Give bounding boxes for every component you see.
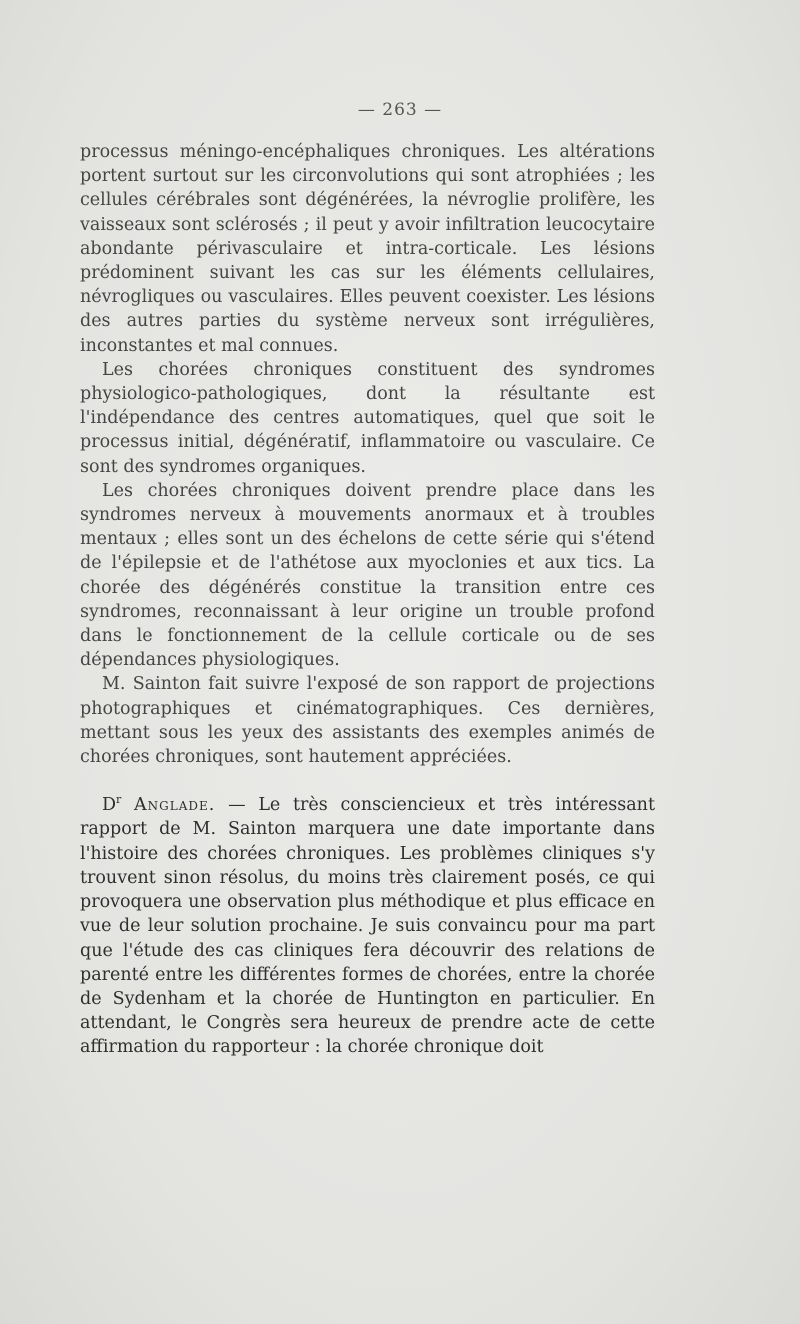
section-gap <box>80 769 655 793</box>
paragraph-2: Les chorées chroniques constituent des syndromes physiologico-pathologiques, dont la résultante est l'indépendance des centres automatiques, quel que soit le processus initial, dégénératif, inflammatoire ou vasculaire. Ce sont des syndromes organiques. <box>80 359 655 477</box>
speaker-paragraph <box>80 793 655 1059</box>
speaker-dash: — <box>215 795 259 816</box>
speaker-title-sup: r <box>116 793 122 807</box>
paragraph-3: Les chorées chroniques doivent prendre place dans les syndromes nerveux à mouvements anormaux et à troubles mentaux ; elles sont un des échelons de cette série qui s'étend de l'épilepsie et de l'athétose aux myoclonies et aux tics. La chorée des dégénérés constitue la transition entre ces syndromes, reconnaissant à leur origine un trouble profond dans le fonctionnement de la cellule corticale ou de ses dépendances physiologiques. <box>80 480 655 671</box>
speaker-text: Le très consciencieux et très intéressant rapport de M. Sainton marquera une date importante dans l'histoire des chorées chroniques. Les problèmes cliniques s'y trouvent sinon résolus, du moins très clairement posés, ce qui provoquera une observation plus méthodique et plus efficace en vue de leur solution prochaine. Je suis convaincu pour ma part que l'étude des cas cliniques fera découvrir des relations de parenté entre les différentes formes de chorées, entre la chorée de Sydenham et la chorée de Huntington en particulier. En attendant, le Congrès sera heureux de prendre acte de cette affirmation du rapporteur : la chorée chronique doit <box>80 795 655 1058</box>
page-number: — 263 — <box>357 100 443 120</box>
body-text <box>80 140 655 1060</box>
speaker-title: D <box>102 795 117 816</box>
paragraph-4: M. Sainton fait suivre l'exposé de son rapport de projections photographiques et cinématographiques. Ces dernières, mettant sous les yeux des assistants des exemples animés de chorées chroniques, sont hautement appréciées. <box>80 674 655 768</box>
paragraph-1: processus méningo-encéphaliques chroniques. Les altérations portent surtout sur les circonvolutions qui sont atrophiées ; les cellules cérébrales sont dégénérées, la névroglie prolifère, les vaisseaux sont sclérosés ; il peut y avoir infiltration leucocytaire abondante périvasculaire et intra-corticale. Les lésions prédominent suivant les cas sur les éléments cellulaires, névrogliques ou vasculaires. Elles peuvent coexister. Les lésions des autres parties du système nerveux sont irrégulières, inconstantes et mal connues. <box>80 142 655 356</box>
speaker-name: Anglade. <box>134 795 216 816</box>
